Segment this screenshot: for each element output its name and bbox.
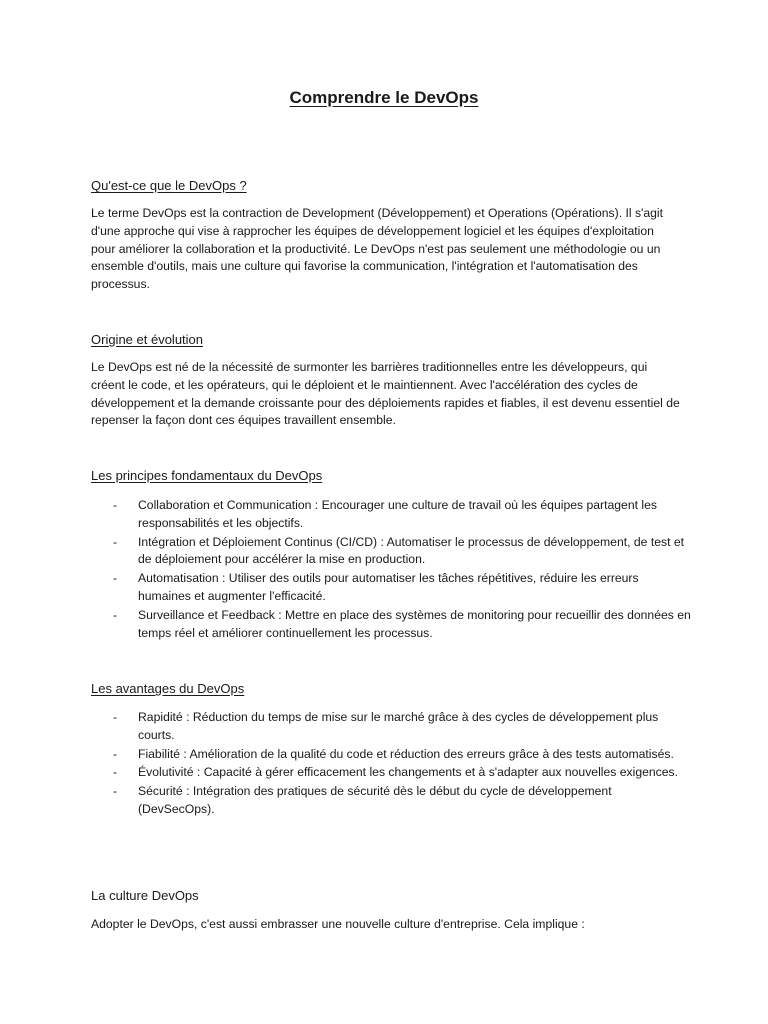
bullet-dash: -	[113, 534, 118, 549]
section-paragraph-culture: Adopter le DevOps, c'est aussi embrasser une nouvelle culture d'entreprise. Cela implique :	[91, 917, 585, 931]
list-item-text: Évolutivité : Capacité à gérer efficacement les changements et à s'adapter aux nouvelles exigences.	[138, 765, 679, 780]
section-heading-benefits: Les avantages du DevOps	[91, 681, 245, 696]
section-heading-origin: Origine et évolution	[91, 332, 204, 347]
list-item-text: Collaboration et Communication : Encourager une culture de travail où les équipes partagent les responsabilités et les objectifs.	[138, 498, 657, 530]
section-heading-principles: Les principes fondamentaux du DevOps	[91, 468, 323, 483]
list-item-text: Automatisation : Utiliser des outils pour automatiser les tâches répétitives, réduire les erreurs humaines et augmenter l'efficacité.	[138, 571, 639, 603]
list-item	[91, 607, 691, 643]
section-paragraph-what-is-devops: Le terme DevOps est la contraction de Development (Développement) et Operations (Opérations). Il s'agit d'une approche qui vise à rapprocher les équipes de développement logiciel et les équipes d'exploitation pour améliorer la collaboration et la productivité. Le DevOps n'est pas seulement une méthodologie ou un ensemble d'outils, mais une culture qui favorise la communication, l'intégration et l'automatisation des processus.	[91, 206, 664, 292]
list-item-text: Surveillance et Feedback : Mettre en place des systèmes de monitoring pour recueillir des données en temps réel et améliorer continuellement les processus.	[138, 607, 691, 640]
list-item-text: Fiabilité : Amélioration de la qualité du code et réduction des erreurs grâce à des tests automatisés.	[138, 746, 674, 761]
list-item-text: Rapidité : Réduction du temps de mise sur le marché grâce à des cycles de développement plus courts.	[138, 710, 659, 742]
list-item	[91, 534, 691, 570]
bullet-dash: -	[113, 498, 118, 512]
section-paragraph-origin: Le DevOps est né de la nécessité de surmonter les barrières traditionnelles entre les développeurs, qui créent le code, et les opérateurs, qui le déploient et le maintiennent. Avec l'accélération des cycles de développement et la demande croissante pour des déploiements rapides et fiables, il est devenu essentiel de repenser la façon dont ces équipes travaillent ensemble.	[91, 360, 680, 428]
list-item	[91, 764, 691, 782]
list-item	[91, 709, 691, 745]
benefits-list	[91, 709, 691, 820]
bullet-dash: -	[113, 607, 118, 622]
list-item	[91, 497, 691, 533]
bullet-dash: -	[113, 784, 118, 799]
list-item-text: Sécurité : Intégration des pratiques de sécurité dès le début du cycle de développement (DevSecOps).	[138, 784, 612, 816]
list-item-text: Intégration et Déploiement Continus (CI/CD) : Automatiser le processus de développement, de test et de déploiement pour accélérer la mise en production.	[138, 534, 685, 567]
list-item	[91, 783, 691, 819]
section-heading-what-is-devops: Qu'est-ce que le DevOps ?	[91, 178, 247, 193]
bullet-dash: -	[113, 571, 118, 586]
principles-list	[91, 497, 691, 643]
bullet-dash: -	[113, 765, 118, 780]
list-item	[91, 746, 691, 764]
bullet-dash: -	[113, 746, 118, 761]
list-item	[91, 570, 691, 606]
section-heading-culture: La culture DevOps	[91, 888, 199, 903]
bullet-dash: -	[113, 710, 118, 724]
document-title: Comprendre le DevOps	[289, 88, 479, 107]
